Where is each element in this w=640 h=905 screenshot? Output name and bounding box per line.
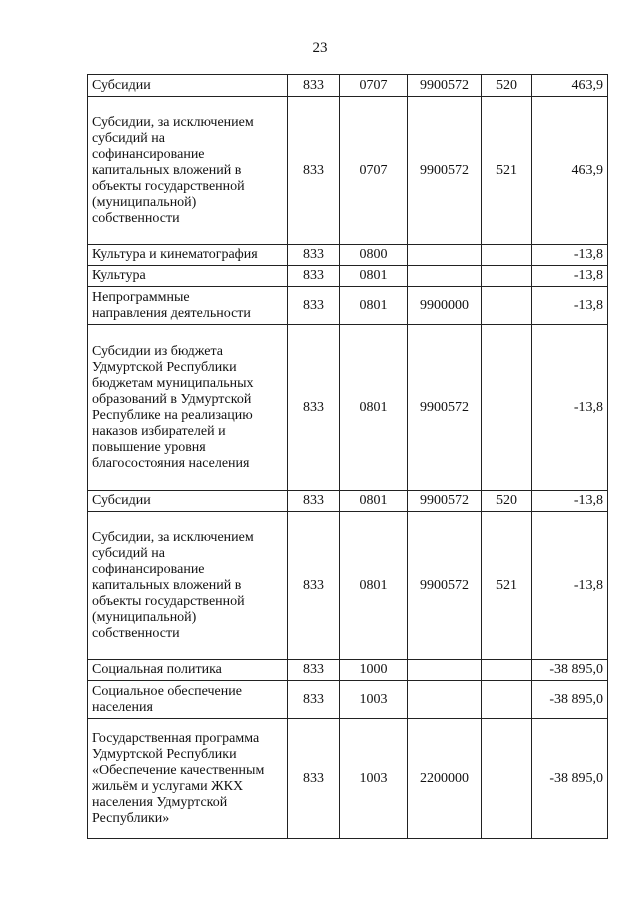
row-name-text: Субсидии	[92, 493, 151, 508]
table-row	[88, 287, 608, 325]
expense-kind-code	[482, 287, 532, 325]
table-row	[88, 681, 608, 719]
target-code	[408, 660, 482, 681]
section-code: 0801	[340, 287, 408, 325]
table-row	[88, 97, 608, 245]
table-row	[88, 491, 608, 512]
amount: -13,8	[532, 245, 608, 266]
amount: -13,8	[532, 266, 608, 287]
section-code: 0801	[340, 325, 408, 491]
ministry-code: 833	[288, 660, 340, 681]
section-code: 0801	[340, 266, 408, 287]
row-name-text: Государственная программа Удмуртской Республики «Обеспечение качественным жильём и услугами ЖКХ населения Удмуртской Республики»	[92, 730, 265, 826]
table-row	[88, 266, 608, 287]
row-name-text: Культура и кинематография	[92, 247, 258, 262]
expense-kind-code	[482, 681, 532, 719]
row-name	[88, 287, 288, 325]
section-code: 1000	[340, 660, 408, 681]
target-code	[408, 266, 482, 287]
row-name-text: Субсидии	[92, 77, 151, 93]
row-name	[88, 75, 288, 97]
section-code: 1003	[340, 681, 408, 719]
amount: -13,8	[532, 325, 608, 491]
amount: -38 895,0	[532, 719, 608, 839]
ministry-code: 833	[288, 245, 340, 266]
page-number: 23	[312, 40, 328, 56]
table-row	[88, 75, 608, 97]
table-row	[88, 660, 608, 681]
row-name-text: Культура	[92, 268, 146, 283]
ministry-code: 833	[288, 512, 340, 660]
row-name-text: Социальная политика	[92, 662, 222, 677]
row-name	[88, 681, 288, 719]
ministry-code: 833	[288, 97, 340, 245]
expense-kind-code: 520	[482, 491, 532, 512]
target-code: 9900572	[408, 75, 482, 97]
expense-kind-code: 521	[482, 97, 532, 245]
amount: -38 895,0	[532, 681, 608, 719]
expense-kind-code: 521	[482, 512, 532, 660]
row-name	[88, 97, 288, 245]
row-name	[88, 660, 288, 681]
section-code: 0707	[340, 75, 408, 97]
row-name-text: Субсидии, за исключением субсидий на софинансирование капитальных вложений в объекты государственной (муниципальной) собственности	[92, 114, 254, 226]
target-code	[408, 245, 482, 266]
section-code: 0801	[340, 512, 408, 660]
row-name	[88, 512, 288, 660]
table-row	[88, 719, 608, 839]
row-name-text: Субсидии, за исключением субсидий на софинансирование капитальных вложений в объекты государственной (муниципальной) собственности	[92, 529, 254, 641]
expense-kind-code	[482, 719, 532, 839]
table-row	[88, 325, 608, 491]
ministry-code: 833	[288, 266, 340, 287]
expense-kind-code	[482, 660, 532, 681]
row-name	[88, 491, 288, 512]
section-code: 1003	[340, 719, 408, 839]
section-code: 0707	[340, 97, 408, 245]
amount: -38 895,0	[532, 660, 608, 681]
expense-kind-code	[482, 245, 532, 266]
table-row	[88, 512, 608, 660]
target-code	[408, 681, 482, 719]
target-code: 9900000	[408, 287, 482, 325]
ministry-code: 833	[288, 491, 340, 512]
ministry-code: 833	[288, 681, 340, 719]
amount: -13,8	[532, 287, 608, 325]
amount: 463,9	[532, 75, 608, 97]
row-name-text: Социальное обеспечение населения	[92, 683, 242, 715]
target-code: 9900572	[408, 97, 482, 245]
budget-table	[87, 74, 608, 839]
row-name	[88, 325, 288, 491]
row-name	[88, 245, 288, 266]
row-name	[88, 719, 288, 839]
ministry-code: 833	[288, 75, 340, 97]
row-name-text: Субсидии из бюджета Удмуртской Республики бюджетам муниципальных образований в Удмуртской Республике на реализацию наказов избирателей и повышение уровня благосостояния населения	[92, 343, 254, 471]
amount: -13,8	[532, 512, 608, 660]
expense-kind-code	[482, 325, 532, 491]
ministry-code: 833	[288, 287, 340, 325]
section-code: 0800	[340, 245, 408, 266]
row-name	[88, 266, 288, 287]
row-name-text: Непрограммные направления деятельности	[92, 289, 251, 321]
table-row	[88, 245, 608, 266]
target-code: 9900572	[408, 325, 482, 491]
amount: -13,8	[532, 491, 608, 512]
expense-kind-code: 520	[482, 75, 532, 97]
expense-kind-code	[482, 266, 532, 287]
target-code: 2200000	[408, 719, 482, 839]
amount: 463,9	[532, 97, 608, 245]
target-code: 9900572	[408, 491, 482, 512]
target-code: 9900572	[408, 512, 482, 660]
section-code: 0801	[340, 491, 408, 512]
ministry-code: 833	[288, 719, 340, 839]
ministry-code: 833	[288, 325, 340, 491]
